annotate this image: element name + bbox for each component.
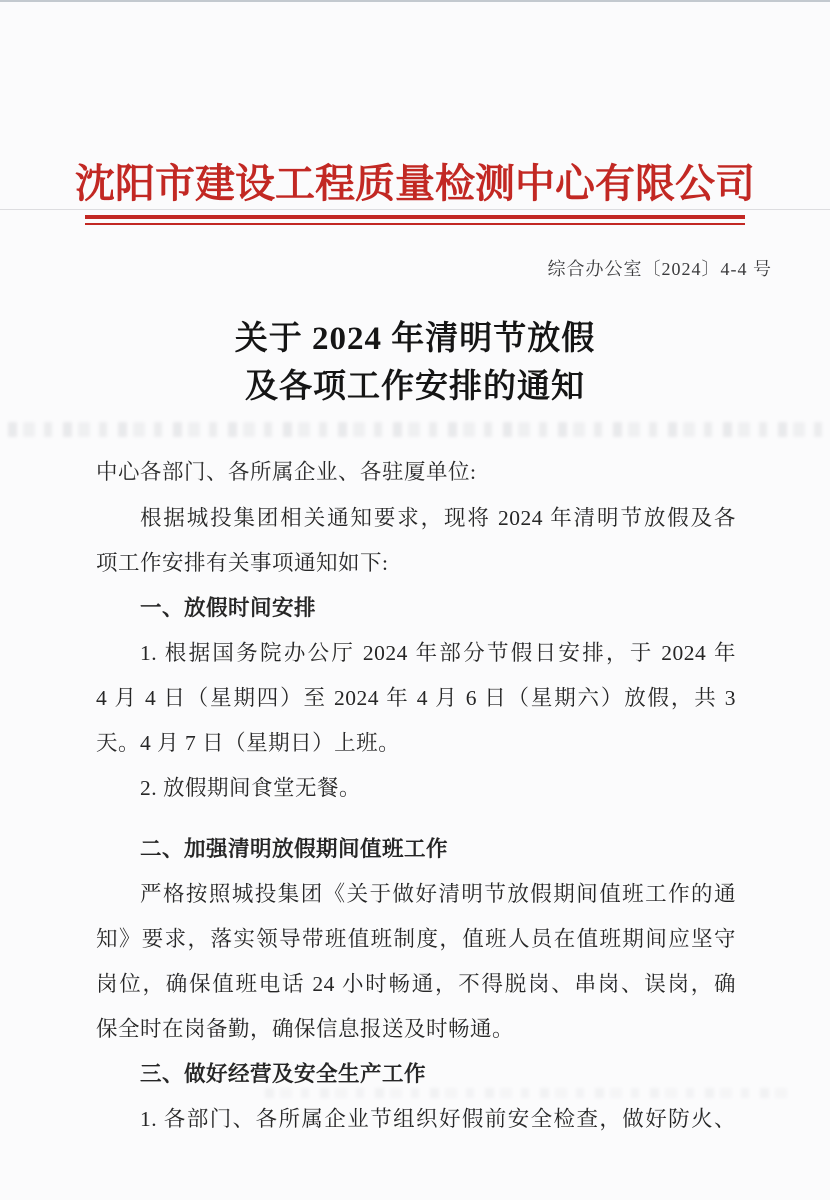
document-title-line1: 关于 2024 年清明节放假 [234,321,596,357]
body-line: 岗位，确保值班电话 24 小时畅通，不得脱岗、串岗、误岗，确 [96,972,736,996]
body-line: 根据城投集团相关通知要求，现将 2024 年清明节放假及各 [140,506,736,530]
scan-line-artifact [0,209,830,210]
salutation: 中心各部门、各所属企业、各驻厦单位: [96,460,477,484]
section-heading-3: 三、做好经营及安全生产工作 [140,1062,427,1086]
organization-name: 沈阳市建设工程质量检测中心有限公司 [75,161,755,206]
body-text [96,496,736,1142]
body-line: 知》要求，落实领导带班值班制度，值班人员在值班期间应坚守 [96,927,736,951]
body-line: 2. 放假期间食堂无餐。 [140,776,362,800]
section-heading-2: 二、加强清明放假期间值班工作 [140,837,449,861]
scan-bleed-artifact-bottom [265,1088,795,1098]
scan-bleed-artifact [8,422,822,437]
document-body [0,457,830,1142]
body-line: 项工作安排有关事项通知如下: [96,551,389,575]
document-number: 综合办公室〔2024〕4-4 号 [547,259,772,279]
body-line: 保全时在岗备勤，确保信息报送及时畅通。 [96,1017,515,1041]
header-double-rule [85,215,745,225]
document-title [0,315,830,411]
body-line: 1. 根据国务院办公厅 2024 年部分节假日安排，于 2024 年 [140,641,736,665]
document-title-line2: 及各项工作安排的通知 [245,369,585,405]
body-line: 严格按照城投集团《关于做好清明节放假期间值班工作的通 [140,882,736,906]
body-line: 1. 各部门、各所属企业节组织好假前安全检查，做好防火、 [140,1107,736,1131]
body-line: 4 月 4 日（星期四）至 2024 年 4 月 6 日（星期六）放假，共 3 [96,686,736,710]
body-line: 天。4 月 7 日（星期日）上班。 [96,731,401,755]
section-heading-1: 一、放假时间安排 [140,596,317,620]
